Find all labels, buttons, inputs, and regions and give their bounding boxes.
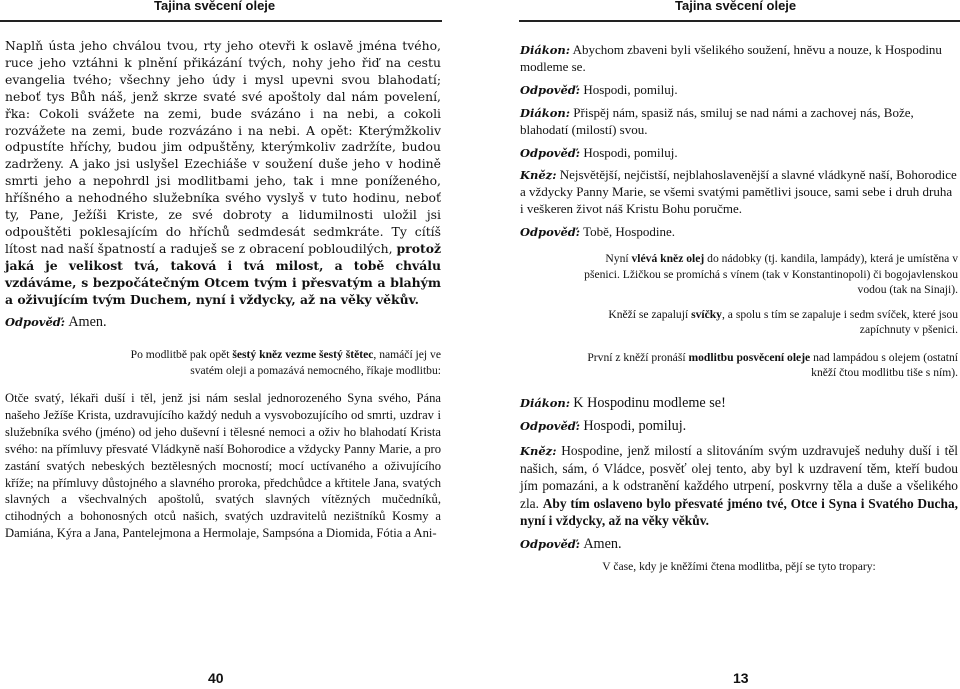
response-text: Amen. [68, 313, 107, 330]
rubric-candles [560, 307, 958, 338]
litany-line [520, 42, 958, 76]
litany-text: Abychom zbaveni byli všelikého soužení, hněvu a nouze, k Hospodinu modleme se. [520, 42, 942, 74]
header-title-right: Tajina svěcení oleje [675, 0, 797, 13]
running-header [0, 0, 960, 20]
prayer-paragraph [5, 38, 441, 309]
second-prayer: Otče svatý, lékaři duší i těl, jenž jsi nám seslal jednorozeného Syna svého, Pána našeho Ježíše Krista, uzdravujícího každý neduh a vysvobozujícího od smrti, uzdrav i služebníka svého (jméno) od jeho duševní i tělesné nemoci a oživ ho blahodatí Krista svého: na přímluvy přesvaté Vládkyně naší Bohorodice a vždycky Panny Marie, a pro zastání svatých nebeských beztělesných mocností; mocí uctívaného a oživujícího kříže; na přímluvy důstojného a slavného proroka, předchůdce a křtitele Jana, svatých slavných a všechvalných apoštolů, svatých slavných vítězných mučedníků, ctihodných a bohonosných otců našich, svatých uzdravitelů nezištníků Kosmy a Damiána, Kýra a Jana, Pantelejmona a Hermolaje, Sampsóna a Diomida, Fótia a Ani- [5, 391, 441, 541]
response-label: Odpověď: [520, 225, 581, 240]
response-line [520, 418, 958, 436]
response-line [520, 224, 958, 241]
rubric-block [105, 347, 441, 378]
left-page [5, 38, 441, 548]
rubric-bold: vlévá kněz olej [631, 252, 705, 266]
page-number-left: 40 [208, 670, 224, 686]
deacon-label: Diákon: [520, 105, 571, 120]
rubric-oil [580, 251, 958, 298]
rubric-bold: šestý kněz vezme šestý štětec [232, 348, 374, 361]
litany-line [520, 105, 958, 139]
response-label: Odpověď: [520, 419, 581, 434]
rubric-blessing [560, 350, 958, 381]
response-text: Hospodi, pomiluj. [583, 144, 678, 160]
rubric-text-end: do nádobky (tj. kandila, lampády), která je umístěna v pšenici. Lžičkou se promíchá s vínem (tak v Konstantinopoli) či bogojavlenskou vodou (tak na Sinaji). [584, 252, 958, 297]
response-text: Tobě, Hospodine. [583, 224, 675, 240]
priest-label: Kněz: [520, 443, 557, 458]
rubric-text-end: , a spolu s tím se zapaluje i sedm svíček, které jsou zapíchnuty v pšenici. [721, 307, 958, 337]
litany-line [520, 395, 958, 413]
prayer-doxology: protož jaká je velikost tvá, taková i tvá milost, a tobě chválu vzdáváme, s bezpočátečným Otcem tvým i přesvatým a blahým a oživujícím tvým Duchem, nyní i vždycky, až na věky věkův. [5, 240, 441, 307]
response-text: Hospodi, pomiluj. [583, 418, 687, 435]
rubric-bold: svíčky [691, 307, 722, 321]
priest-doxology: Aby tím oslaveno bylo přesvaté jméno tvé, Otce i Syna i Svatého Ducha, nyní i vždycky, až na věky věkův. [520, 495, 958, 529]
response-line [520, 536, 958, 554]
prayer-text: Naplň ústa jeho chválou tvou, rty jeho otevři k oslavě jména tvého, ruce jeho vztáhni k plnění přikázání tvých, nohy jeho řiď na cestu evangelia tvého; všechny jeho údy i mysl upevni svou blahodatí; neboť tys Bůh náš, jenž skrze svaté své apoštoly dal nám povelení, řka: Cokoli svážete na zemi, bude svázáno i na nebi, a cokoli rozvážete na zemi, bude rozvázáno i na nebi. A opět: Kterýmžkoliv odpustíte hříchy, budou jim odpuštěny, kterýmkoliv zadržíte, budou zadrženy. A jako jsi uslyšel Ezechiáše v soužení duše jeho v hodině smrti jeho a nepohrdl jsi modlitbami jeho, tak i mne poníženého, hříšného a nehodného služebníka svého vyslyš v tuto hodinu, neboť ty, Pane, Ježíši Kriste, ze své dobroty a lidumilnosti uložil jsi odpouštěti poklesajícím do hříchů sedmdesát sedmkráte. Ty cítíš lítost nad naší špatností a raduješ se z obracení pobloudilých, [5, 38, 441, 256]
header-title-left: Tajina svěcení oleje [154, 0, 276, 13]
litany-text: K Hospodinu modleme se! [573, 394, 726, 411]
header-rule-right [519, 20, 960, 22]
page-number-right: 13 [733, 670, 749, 686]
response-text: Hospodi, pomiluj. [583, 81, 678, 97]
priest-label: Kněz: [520, 168, 557, 183]
rubric-text: Kněží se zapalují [608, 307, 692, 321]
priest-text: Nejsvětější, nejčistší, nejblahoslavenější a slavné vládkyně naší, Bohorodice a vždycky Panny Marie, se všemi svatými pamětlivi jsouce, sami sebe i druh druha i veškeren život náš Kristu Bohu poručme. [520, 167, 957, 217]
response-label: Odpověď: [520, 82, 581, 97]
rubric-text-end: , namáčí jej ve svatém oleji a pomazává nemocného, říkaje modlitbu: [190, 348, 441, 377]
response-label: Odpověď: [520, 536, 581, 551]
rubric-text: První z kněží pronáší [587, 350, 689, 364]
response-label: Odpověď: [5, 314, 66, 329]
right-page [520, 42, 958, 575]
priest-line [520, 167, 958, 218]
rubric-bold: modlitbu posvěcení oleje [688, 350, 811, 364]
response-label: Odpověď: [520, 145, 581, 160]
response-line [5, 314, 441, 332]
deacon-label: Diákon: [520, 395, 571, 410]
deacon-label: Diákon: [520, 43, 571, 57]
priest-prayer [520, 442, 958, 530]
rubric-text: Nyní [605, 252, 632, 266]
rubric-text: Po modlitbě pak opět [130, 348, 233, 361]
priest-text: Hospodine, jenž milostí a slitováním svým uzdravuješ neduhy duší i těl našich, sám, ó Vládce, posvěť olej tento, aby byl k uzdravení těm, kteří budou jím pomazáni, a k odstranění každého utrpení, poskvrny těla a duše a všelikého zla. [520, 442, 958, 511]
response-line [520, 145, 958, 162]
rubric-text-end: nad lampádou s olejem (ostatní kněží čtou modlitbu tiše s ním). [810, 350, 958, 380]
response-line [520, 82, 958, 99]
litany-text: Přispěj nám, spasiž nás, smiluj se nad námi a zachovej nás, Bože, blahodatí (milostí) svou. [520, 104, 914, 137]
tropar-rubric: V čase, kdy je kněžími čtena modlitba, pějí se tyto tropary: [602, 560, 876, 574]
header-rule-left [0, 20, 442, 22]
response-text: Amen. [583, 535, 622, 552]
